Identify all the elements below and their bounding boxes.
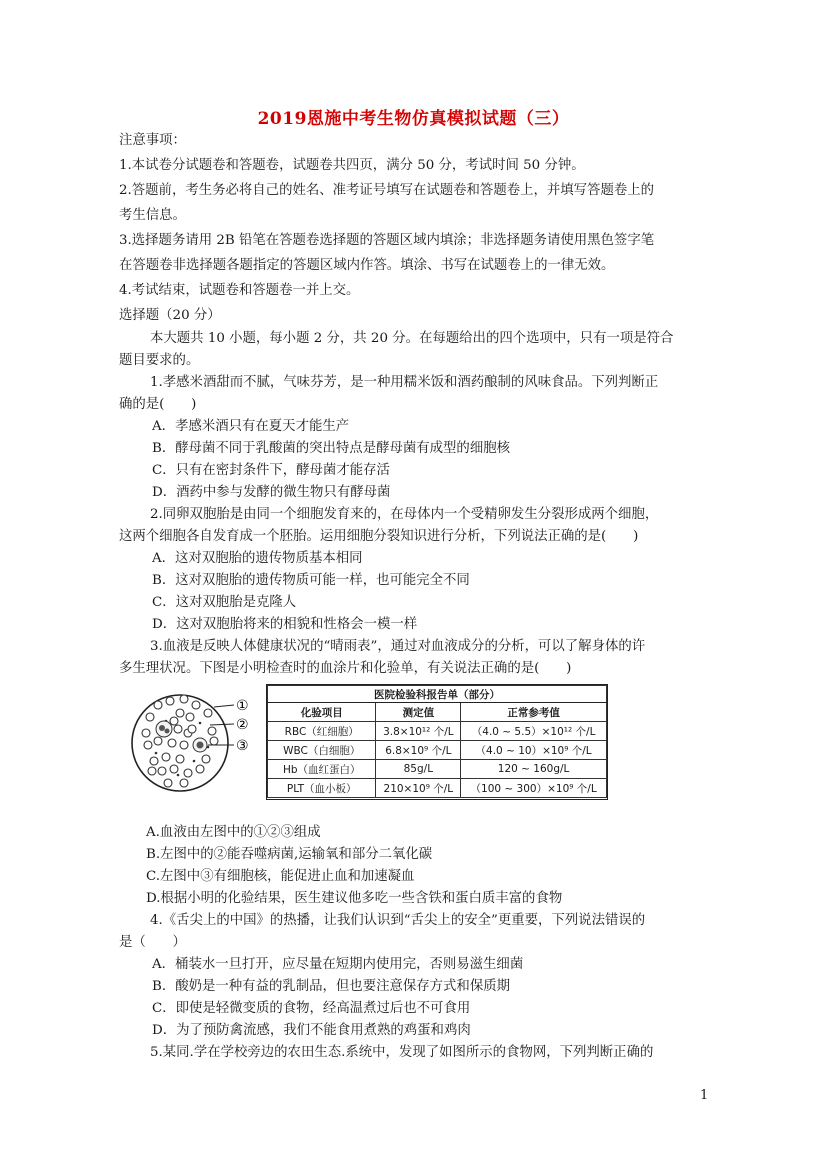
report-header-item: 化验项目 bbox=[268, 703, 376, 722]
q3-stem-1: 3.血液是反映人体健康状况的“晴雨表”，通过对血液成分的分析，可以了解身体的许 bbox=[150, 639, 646, 654]
red-blood-cell bbox=[170, 765, 178, 773]
white-blood-cell bbox=[156, 721, 172, 737]
report-cell: RBC（红细胞） bbox=[268, 722, 376, 741]
notice-line-1: 1.本试卷分试题卷和答题卷，试题卷共四页，满分 50 分，考试时间 50 分钟。 bbox=[119, 158, 585, 173]
red-blood-cell bbox=[176, 755, 184, 763]
red-blood-cell bbox=[208, 727, 216, 735]
red-blood-cell bbox=[162, 753, 170, 761]
red-blood-cell bbox=[150, 757, 158, 765]
page-number: 1 bbox=[700, 1088, 709, 1103]
q4-option-b: B．酸奶是一种有益的乳制品，但也要注意保存方式和保质期 bbox=[152, 979, 510, 994]
white-blood-cell bbox=[193, 738, 207, 752]
q2-stem-2: 这两个细胞各自发育成一个胚胎。运用细胞分裂知识进行分析，下列说法正确的是( ) bbox=[119, 529, 639, 544]
red-blood-cell bbox=[184, 769, 192, 777]
q3-stem-2: 多生理状况。下图是小明检查时的血涂片和化验单，有关说法正确的是( ) bbox=[119, 661, 572, 676]
red-blood-cell bbox=[202, 755, 210, 763]
q4-stem-1: 4.《舌尖上的中国》的热播，让我们认识到“舌尖上的安全”更重要，下列说法错误的 bbox=[150, 913, 646, 928]
q4-option-a: A．桶装水一旦打开，应尽量在短期内使用完，否则易滋生细菌 bbox=[152, 957, 524, 972]
q2-option-b: B．这对双胞胎的遗传物质可能一样，也可能完全不同 bbox=[152, 573, 470, 588]
q2-option-d: D．这对双胞胎将来的相貌和性格会一模一样 bbox=[152, 617, 418, 632]
report-cell: （4.0 ~ 10）×10⁹ 个/L bbox=[461, 741, 607, 760]
q3-option-b: B.左图中的②能吞噬病菌,运输氧和部分二氧化碳 bbox=[146, 847, 433, 862]
report-row-wbc bbox=[268, 741, 607, 760]
red-blood-cell bbox=[144, 741, 152, 749]
notice-line-2-cont: 考生信息。 bbox=[119, 208, 186, 223]
q5-stem-1: 5.某同.学在学校旁边的农田生态.系统中，发现了如图所示的食物网，下列判断正确的 bbox=[150, 1045, 654, 1060]
notice-heading: 注意事项： bbox=[119, 133, 186, 148]
blood-smear-diagram bbox=[128, 683, 263, 803]
red-blood-cell bbox=[142, 729, 150, 737]
red-blood-cell bbox=[210, 737, 218, 745]
report-cell: 85g/L bbox=[376, 760, 461, 779]
label-3: ③ bbox=[236, 738, 249, 754]
red-blood-cell bbox=[176, 709, 184, 717]
q3-option-c: C.左图中③有细胞核，能促进止血和加速凝血 bbox=[146, 869, 415, 884]
report-cell: PLT（血小板） bbox=[268, 779, 376, 798]
red-blood-cell bbox=[192, 701, 200, 709]
q1-stem-2: 确的是( ) bbox=[119, 397, 197, 412]
red-blood-cell bbox=[166, 697, 174, 705]
red-blood-cell bbox=[148, 767, 156, 775]
red-blood-cell bbox=[204, 709, 212, 717]
red-blood-cell bbox=[158, 767, 166, 775]
section-intro-1: 本大题共 10 小题，每小题 2 分，共 20 分。在每题给出的四个选项中，只有一项是符合 bbox=[150, 331, 674, 346]
section-heading: 选择题（20 分） bbox=[119, 308, 221, 323]
red-blood-cell bbox=[180, 741, 188, 749]
red-blood-cell bbox=[188, 725, 196, 733]
report-cell: （100 ~ 300）×10⁹ 个/L bbox=[461, 779, 607, 798]
red-blood-cell bbox=[186, 713, 194, 721]
report-header-reference: 正常参考值 bbox=[461, 703, 607, 722]
notice-line-3: 3.选择题务请用 2B 铅笔在答题卷选择题的答题区域内填涂；非选择题务请使用黑色签字笔 bbox=[119, 233, 655, 248]
red-blood-cell bbox=[180, 779, 188, 787]
report-cell: 3.8×10¹² 个/L bbox=[376, 722, 461, 741]
label-1: ① bbox=[236, 698, 249, 714]
report-row-hb bbox=[268, 760, 607, 779]
lab-report-table bbox=[266, 684, 608, 800]
report-row-rbc bbox=[268, 722, 607, 741]
notice-line-2: 2.答题前，考生务必将自己的姓名、准考证号填写在试题卷和答题卷上，并填写答题卷上的 bbox=[119, 183, 655, 198]
q1-stem-1: 1.孝感米酒甜而不腻，气味芬芳，是一种用糯米饭和酒药酿制的风味食品。下列判断正 bbox=[150, 375, 659, 390]
red-blood-cell bbox=[168, 739, 176, 747]
red-blood-cell bbox=[154, 737, 162, 745]
label-2: ② bbox=[236, 717, 249, 733]
report-row-plt bbox=[268, 779, 607, 798]
q1-option-d: D．酒药中参与发酵的微生物只有酵母菌 bbox=[152, 485, 391, 500]
report-cell: 6.8×10⁹ 个/L bbox=[376, 741, 461, 760]
q4-stem-2: 是（ ） bbox=[119, 935, 186, 950]
report-header-measured: 测定值 bbox=[376, 703, 461, 722]
red-blood-cell bbox=[170, 717, 178, 725]
q2-option-c: C．这对双胞胎是克隆人 bbox=[152, 595, 297, 610]
report-cell: 210×10⁹ 个/L bbox=[376, 779, 461, 798]
red-blood-cell bbox=[164, 779, 172, 787]
red-blood-cell bbox=[180, 695, 188, 703]
section-intro-2: 题目要求的。 bbox=[119, 353, 200, 368]
red-blood-cell bbox=[174, 725, 182, 733]
q1-option-c: C．只有在密封条件下，酵母菌才能存活 bbox=[152, 463, 390, 478]
red-blood-cell bbox=[196, 765, 204, 773]
report-cell: Hb（血红蛋白） bbox=[268, 760, 376, 779]
q3-option-d: D.根据小明的化验结果，医生建议他多吃一些含铁和蛋白质丰富的食物 bbox=[146, 891, 563, 906]
q2-option-a: A．这对双胞胎的遗传物质基本相同 bbox=[152, 551, 363, 566]
leader-line-1 bbox=[214, 705, 234, 707]
report-cell: （4.0 ~ 5.5）×10¹² 个/L bbox=[461, 722, 607, 741]
exam-title: 2019恩施中考生物仿真模拟试题（三） bbox=[257, 109, 570, 129]
q4-option-d: D．为了预防禽流感，我们不能食用煮熟的鸡蛋和鸡肉 bbox=[152, 1023, 471, 1038]
report-cell: 120 ~ 160g/L bbox=[461, 760, 607, 779]
red-blood-cell bbox=[146, 713, 154, 721]
red-blood-cell bbox=[154, 701, 162, 709]
report-title: 医院检验科报告单（部分） bbox=[268, 686, 607, 703]
notice-line-3-cont: 在答题卷非选择题各题指定的答题区域内作答。填涂、书写在试题卷上的一律无效。 bbox=[119, 258, 615, 273]
report-cell: WBC（白细胞） bbox=[268, 741, 376, 760]
q3-option-a: A.血液由左图中的①②③组成 bbox=[146, 825, 321, 840]
q1-option-b: B．酵母菌不同于乳酸菌的突出特点是酵母菌有成型的细胞核 bbox=[152, 441, 510, 456]
q4-option-c: C．即使是轻微变质的食物，经高温煮过后也不可食用 bbox=[152, 1001, 471, 1016]
q1-option-a: A．孝感米酒只有在夏天才能生产 bbox=[152, 419, 350, 434]
q2-stem-1: 2.同卵双胞胎是由同一个细胞发育来的，在母体内一个受精卵发生分裂形成两个细胞， bbox=[150, 507, 659, 522]
notice-line-4: 4.考试结束，试题卷和答题卷一并上交。 bbox=[119, 283, 360, 298]
